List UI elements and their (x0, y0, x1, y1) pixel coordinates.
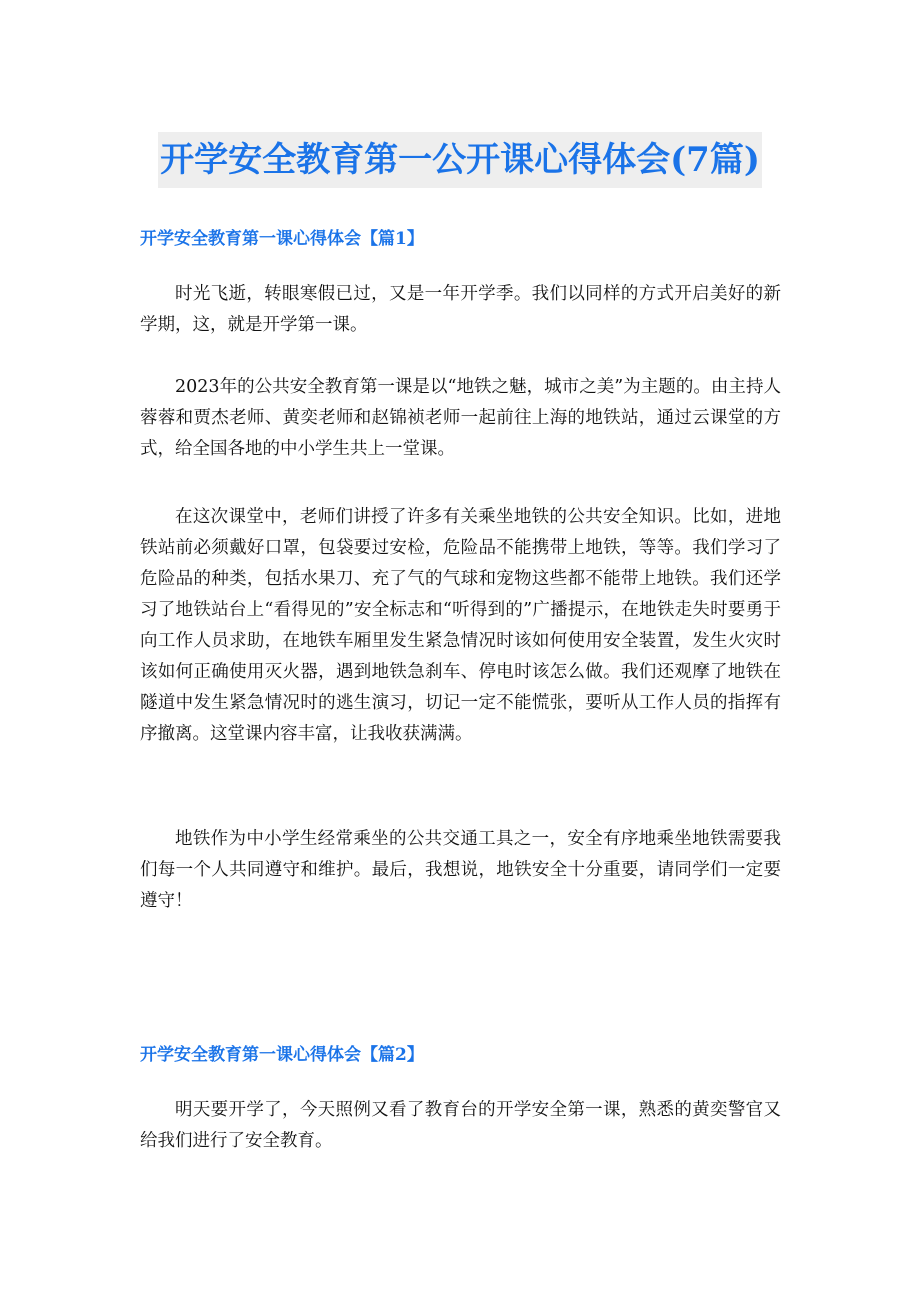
section-1-paragraph-3: 在这次课堂中，老师们讲授了许多有关乘坐地铁的公共安全知识。比如，进地铁站前必须戴好口罩，包袋要过安检，危险品不能携带上地铁，等等。我们学习了危险品的种类，包括水果刀、充了气的气球和宠物这些都不能带上地铁。我们还学习了地铁站台上“看得见的”安全标志和“听得到的”广播提示，在地铁走失时要勇于向工作人员求助，在地铁车厢里发生紧急情况时该如何使用安全装置，发生火灾时该如何正确使用灭火器，遇到地铁急刹车、停电时该怎么做。我们还观摩了地铁在隧道中发生紧急情况时的逃生演习，切记一定不能慌张，要听从工作人员的指挥有序撤离。这堂课内容丰富，让我收获满满。 (140, 507, 781, 744)
section-1-paragraph-2: 2023年的公共安全教育第一课是以“地铁之魅，城市之美”为主题的。由主持人蓉蓉和贾杰老师、黄奕老师和赵锦祯老师一起前往上海的地铁站，通过云课堂的方式，给全国各地的中小学生共上一堂课。 (140, 377, 781, 459)
section-heading-2: 开学安全教育第一课心得体会【篇2】 (140, 1045, 424, 1065)
section-1-paragraph-1: 时光飞逝，转眼寒假已过，又是一年开学季。我们以同样的方式开启美好的新学期，这，就是开学第一课。 (140, 284, 781, 335)
section-1-paragraph-4: 地铁作为中小学生经常乘坐的公共交通工具之一，安全有序地乘坐地铁需要我们每一个人共同遵守和维护。最后，我想说，地铁安全十分重要，请同学们一定要遵守！ (140, 829, 781, 911)
document-title-text: 开学安全教育第一公开课心得体会(7篇) (158, 132, 762, 188)
section-heading-1: 开学安全教育第一课心得体会【篇1】 (140, 229, 424, 249)
document-title (0, 132, 920, 188)
section-2-paragraph-1: 明天要开学了，今天照例又看了教育台的开学安全第一课，熟悉的黄奕警官又给我们进行了安全教育。 (140, 1100, 781, 1151)
